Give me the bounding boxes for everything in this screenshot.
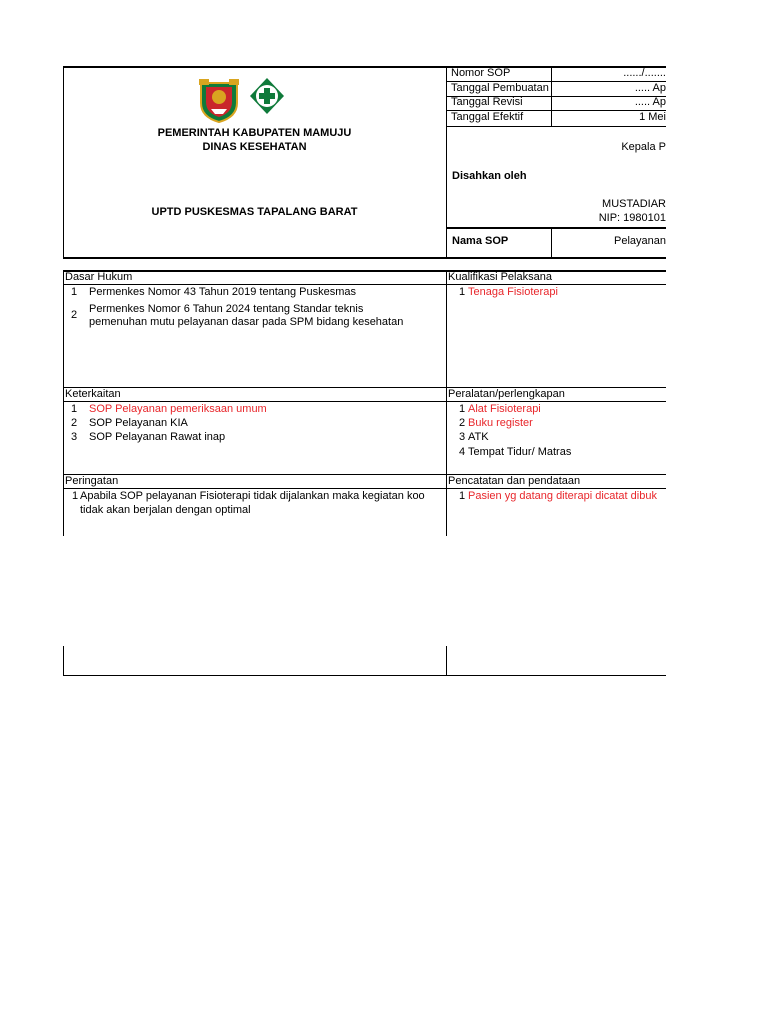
keterkaitan-no-1: 1 [71, 403, 78, 415]
body-top-border [63, 270, 666, 272]
keterkaitan-top-line [63, 387, 666, 388]
body-mid-border-lower [446, 646, 447, 676]
peralatan-no-2: 2 [459, 417, 466, 429]
disahkan-nip: NIP: 1980101 [598, 212, 666, 224]
dasar-hukum-no-2: 2 [71, 309, 78, 321]
peralatan-title: Peralatan/perlengkapan [448, 388, 565, 400]
dasar-hukum-text-2b: pemenuhan mutu pelayanan dasar pada SPM bidang kesehatan [89, 316, 404, 328]
keterkaitan-text-3: SOP Pelayanan Rawat inap [89, 431, 226, 443]
keterkaitan-text-1: SOP Pelayanan pemeriksaan umum [89, 403, 267, 415]
peringatan-title-line [63, 488, 666, 489]
health-cross-icon [249, 77, 285, 115]
keterkaitan-no-3: 3 [71, 431, 78, 443]
peralatan-text-2: Buku register [468, 417, 533, 429]
tgl-pembuatan-value: ..... Ap [634, 82, 666, 94]
peralatan-no-1: 1 [459, 403, 466, 415]
pencatatan-no-1: 1 [459, 490, 466, 502]
kualifikasi-no-1: 1 [459, 286, 466, 298]
disahkan-label: Disahkan oleh [452, 170, 527, 182]
tgl-pembuatan-label: Tanggal Pembuatan [451, 82, 549, 94]
peralatan-text-3: ATK [468, 431, 489, 443]
org-name-line2: DINAS KESEHATAN [202, 141, 307, 153]
dasar-hukum-title: Dasar Hukum [65, 271, 133, 283]
keterkaitan-title-line [63, 401, 666, 402]
body-bottom-border [63, 675, 666, 676]
keterkaitan-title: Keterkaitan [65, 388, 121, 400]
peringatan-text-1a: Apabila SOP pelayanan Fisioterapi tidak dijalankan maka kegiatan koo [80, 490, 425, 502]
tgl-revisi-value: ..... Ap [634, 96, 666, 108]
header-namasop-split [551, 227, 552, 258]
org-name-line1: PEMERINTAH KABUPATEN MAMUJU [157, 127, 352, 139]
peralatan-text-1: Alat Fisioterapi [468, 403, 541, 415]
pencatatan-text-1: Pasien yg datang diterapi dicatat dibuk [468, 490, 657, 502]
dasar-hukum-text-1: Permenkes Nomor 43 Tahun 2019 tentang Puskesmas [89, 286, 357, 298]
kualifikasi-title: Kualifikasi Pelaksana [448, 271, 552, 283]
kualifikasi-text-1: Tenaga Fisioterapi [468, 286, 558, 298]
dasar-hukum-no-1: 1 [71, 286, 78, 298]
disahkan-title: Kepala P [621, 141, 666, 153]
peralatan-no-4: 4 [459, 446, 466, 458]
nama-sop-value: Pelayanan [614, 235, 666, 247]
tgl-efektif-value: 1 Mei [639, 111, 666, 123]
nomor-sop-value: ....../....... [623, 67, 666, 79]
regency-emblem-icon [197, 77, 241, 123]
peringatan-no-1: 1 [72, 490, 79, 502]
dasar-title-line [63, 284, 666, 285]
peringatan-title: Peringatan [65, 475, 119, 487]
header-left-border [63, 66, 64, 258]
disahkan-name: MUSTADIAR [602, 198, 666, 210]
pencatatan-title: Pencatatan dan pendataan [448, 475, 581, 487]
nomor-sop-label: Nomor SOP [451, 67, 511, 79]
body-left-border [63, 270, 64, 536]
keterkaitan-text-2: SOP Pelayanan KIA [89, 417, 188, 429]
peralatan-no-3: 3 [459, 431, 466, 443]
tgl-revisi-label: Tanggal Revisi [451, 96, 523, 108]
peringatan-text-1b: tidak akan berjalan dengan optimal [80, 504, 251, 516]
body-left-border-lower [63, 646, 64, 676]
meta-row-line-5 [446, 227, 666, 229]
peralatan-text-4: Tempat Tidur/ Matras [468, 446, 572, 458]
tgl-efektif-label: Tanggal Efektif [451, 111, 524, 123]
meta-row-line-4 [446, 126, 666, 127]
nama-sop-label: Nama SOP [452, 235, 509, 247]
unit-name: UPTD PUSKESMAS TAPALANG BARAT [151, 206, 358, 218]
keterkaitan-no-2: 2 [71, 417, 78, 429]
dasar-hukum-text-2a: Permenkes Nomor 6 Tahun 2024 tentang Standar teknis [89, 303, 364, 315]
header-bottom-border [63, 257, 666, 259]
header-mid-border [446, 66, 447, 258]
